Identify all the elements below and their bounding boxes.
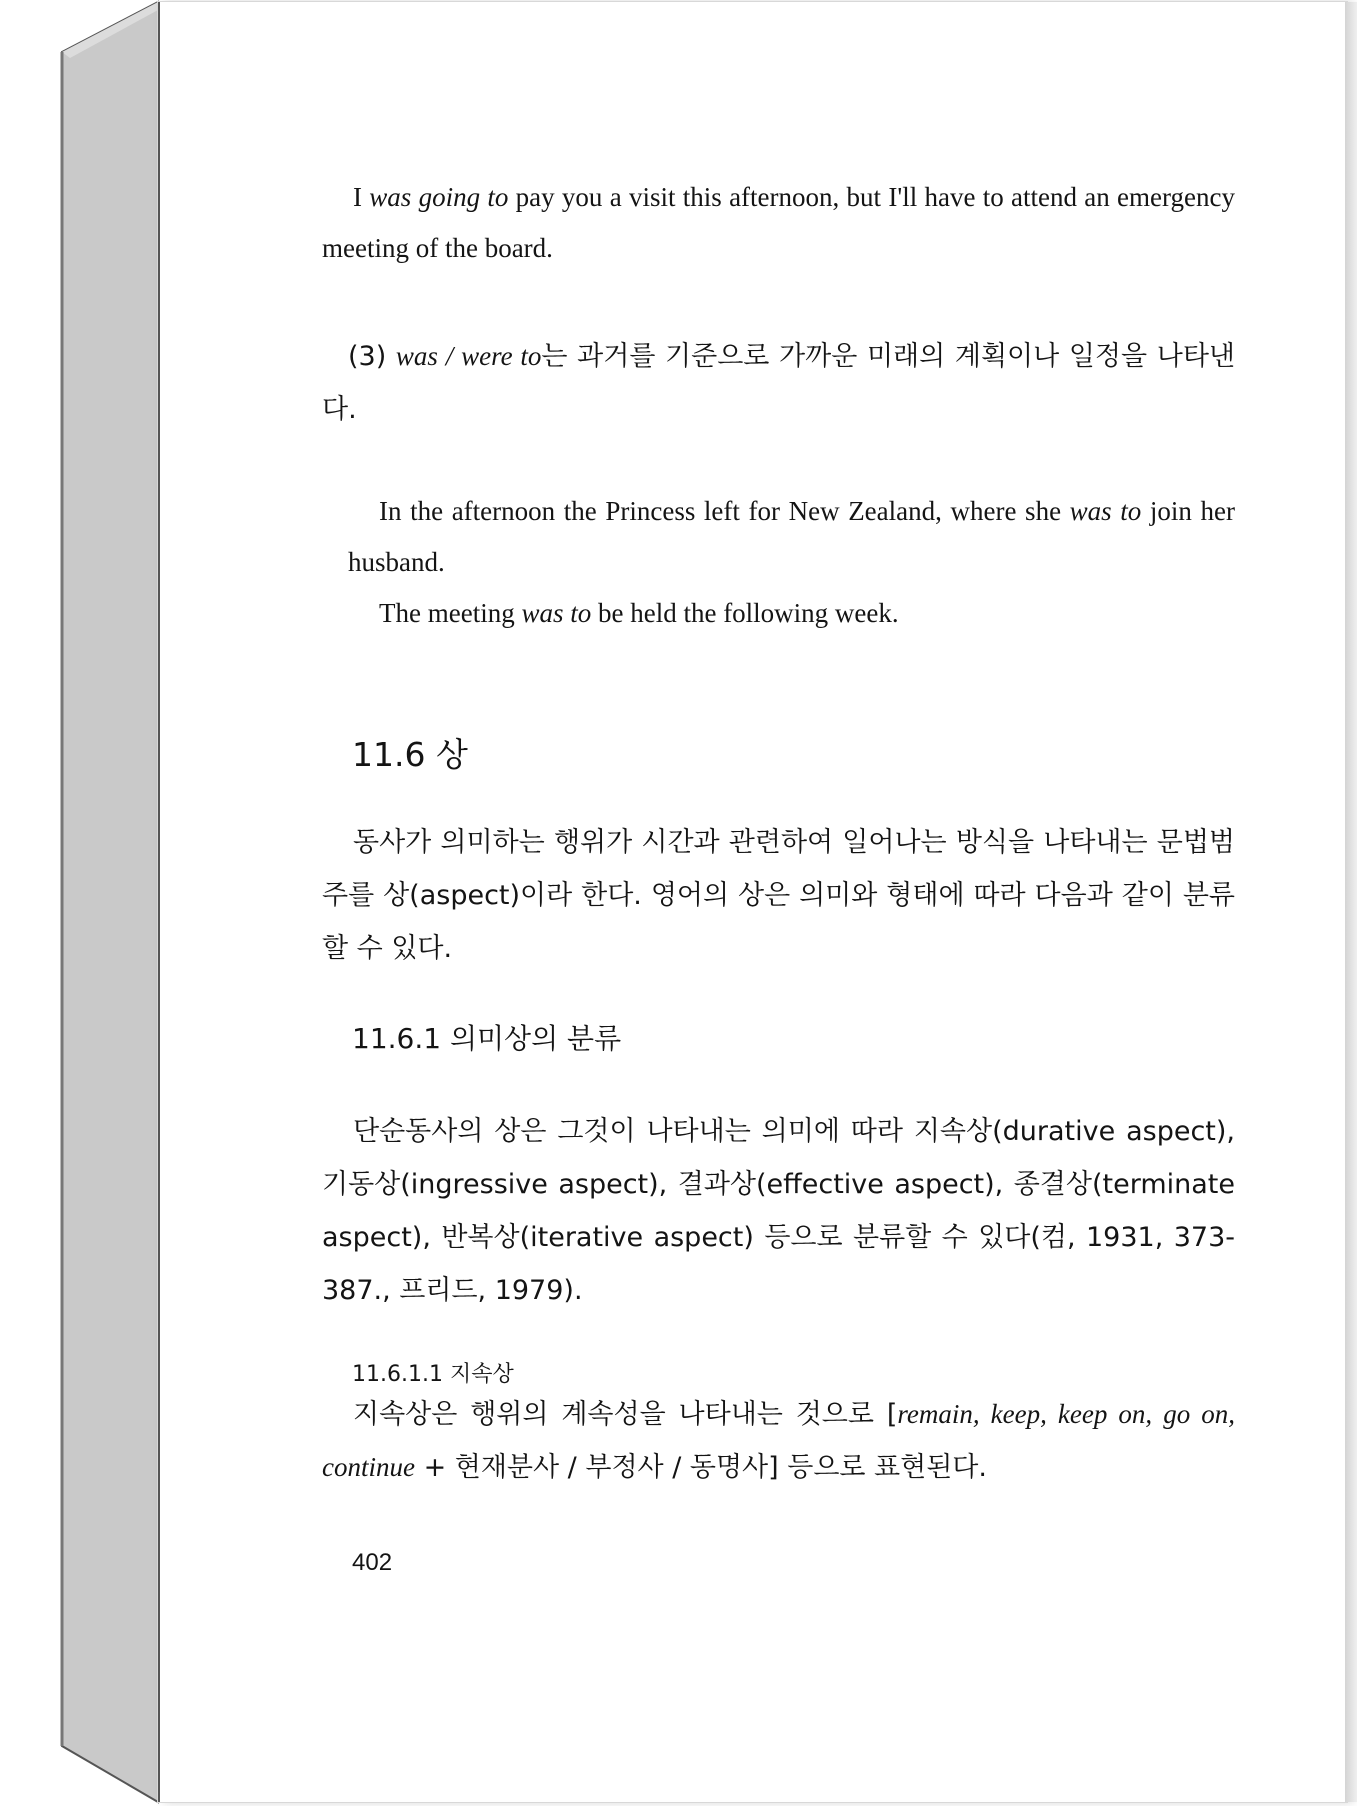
example2-pre: In the afternoon the Princess left for New Zealand, where she — [379, 496, 1070, 526]
example-sentence-was-going-to — [296, 172, 1235, 274]
book-spine — [0, 0, 160, 1806]
example3-italic: was to — [521, 598, 592, 628]
example3-post: be held the following week. — [591, 598, 899, 628]
item3-pre: (3) — [348, 341, 396, 372]
page-edge-shadow — [1345, 2, 1357, 1802]
example1-pre: I — [353, 182, 370, 212]
item-3-paragraph — [322, 330, 1235, 436]
example2-post: join her husband. — [348, 496, 1235, 577]
section-title: 11.6 상 — [352, 735, 468, 774]
subsection-paragraph: 단순동사의 상은 그것이 나타내는 의미에 따라 지속상(durative aspect), 기동상(ingressive aspect), 결과상(effective aspect), 종결상(terminate aspect), 반복상(iterative aspect) 등으로 분류할 수 있다(컴, 1931, 373-387., 프리드, 1979). — [322, 1116, 1235, 1306]
subsection-title: 11.6.1 의미상의 분류 — [352, 1022, 622, 1055]
durative-paragraph — [322, 1388, 1235, 1494]
example2-italic: was to — [1069, 496, 1142, 526]
page-content — [322, 172, 1235, 1577]
subsubsection-title: 11.6.1.1 지속상 — [352, 1362, 514, 1387]
example1-post: pay you a visit this afternoon, but I'll have to attend an emergency meeting of the board. — [322, 182, 1235, 263]
durative-italic: remain, keep, keep on, go on, continue — [322, 1399, 1235, 1482]
section-intro-paragraph: 동사가 의미하는 행위가 시간과 관련하여 일어나는 방식을 나타내는 문법범주를 상(aspect)이라 한다. 영어의 상은 의미와 형태에 따라 다음과 같이 분류할 수 있다. — [322, 827, 1235, 964]
example-sentence-meeting — [322, 588, 1235, 639]
example1-italic: was going to — [369, 182, 509, 212]
example3-pre: The meeting — [379, 598, 522, 628]
item3-post: 는 과거를 기준으로 가까운 미래의 계획이나 일정을 나타낸다. — [322, 341, 1235, 425]
item3-italic: was / were to — [395, 341, 542, 371]
book-page — [158, 2, 1347, 1802]
durative-pre: 지속상은 행위의 계속성을 나타내는 것으로 [ — [353, 1399, 898, 1430]
example-sentence-princess — [322, 486, 1235, 588]
page-number: 402 — [352, 1549, 393, 1576]
durative-post: + 현재분사 / 부정사 / 동명사] 등으로 표현된다. — [414, 1452, 987, 1483]
